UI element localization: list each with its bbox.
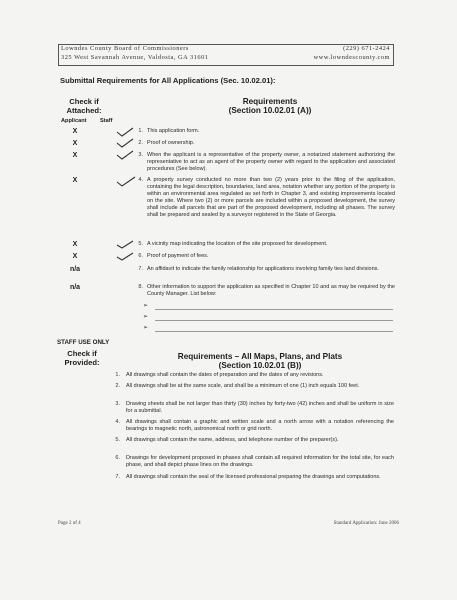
req-a-text-3: When the applicant is a representative of the property owner, a notarized statement authorizing the representative to act as an agent of the property owner with regard to the application and associated procedures (See below). — [147, 152, 395, 172]
footer-page-number: Page 2 of 4 — [58, 521, 81, 526]
req-a-text-4: A property survey conducted no more than two (2) years prior to the filing of the application, containing the legal description, boundaries, land area, notation whether any portion of the property is within an environmental area regulated as set forth in Chapter 3, and existing improvements located on the site. Where two (2) or more parcels are included within a proposed development, the survey shall include all parcels that are part of the proposed development, including all phases. The survey shall be prepared and sealed by a surveyor registered in the State of Georgia. — [147, 177, 395, 218]
applicant-col-label: Applicant — [61, 118, 87, 124]
req-a-num-8: 8. — [138, 284, 143, 290]
req-a-num-1: 1. — [138, 128, 143, 134]
req-a-num-7: 7. — [138, 266, 143, 272]
applicant-mark-5: X — [72, 241, 78, 248]
section-title: Submittal Requirements for All Applications (Sec. 10.02.01): — [60, 76, 276, 85]
req-a-num-2: 2. — [138, 140, 143, 146]
list-bullet-2: ➢ — [143, 314, 149, 320]
staff-use-only-label: STAFF USE ONLY — [57, 339, 110, 346]
req-a-num-5: 5. — [138, 241, 143, 247]
req-b-num-1: 1. — [115, 372, 120, 378]
staff-col-label: Staff — [100, 118, 113, 124]
check-if-attached-header — [58, 97, 110, 115]
applicant-mark-6: X — [72, 253, 78, 260]
req-b-num-5: 5. — [115, 437, 120, 443]
req-a-text-7: An affidavit to indicate the family relationship for applications involving family ties land divisions. — [147, 266, 379, 272]
staff-check-icon-6 — [115, 252, 135, 262]
req-b-num-6: 6. — [115, 455, 120, 461]
check-b-header-line-2: Provided: — [64, 358, 100, 367]
req-b-text-5: All drawings shall contain the name, address, and telephone number of the preparer(s). — [126, 437, 339, 443]
req-a-num-4: 4. — [138, 177, 143, 183]
staff-check-icon-2 — [115, 138, 135, 149]
req-a-text-6: Proof of payment of fees. — [147, 253, 209, 259]
req-a-text-5: A vicinity map indicating the location of the site proposed for development. — [147, 241, 328, 247]
org-phone: (229) 671-2424 — [343, 45, 390, 52]
req-b-num-3: 3. — [115, 401, 120, 407]
org-name: Lowndes County Board of Commissioners — [61, 45, 189, 52]
req-a-text-2: Proof of ownership. — [147, 140, 195, 146]
list-line-2[interactable] — [155, 320, 393, 321]
check-b-header-line-1: Check if — [67, 349, 97, 358]
applicant-mark-4: X — [72, 177, 78, 184]
req-b-text-3: Drawing sheets shall be not larger than thirty (30) inches by forty-two (42) inches and shall be uniform in size for a submittal. — [126, 401, 394, 414]
req-b-text-1: All drawings shall contain the dates of preparation and the dates of any revisions. — [126, 372, 324, 378]
requirements-a-header — [170, 97, 370, 115]
req-a-num-6: 6. — [138, 253, 143, 259]
req-b-num-4: 4. — [115, 419, 120, 425]
req-a-text-8: Other information to support the application as specified in Chapter 10 and as may be required by the County Manager. List below: — [147, 284, 395, 297]
list-bullet-1: ➢ — [143, 303, 149, 309]
list-line-3[interactable] — [155, 331, 393, 332]
check-header-line-2: Attached: — [66, 106, 102, 115]
footer-form-name: Standard Application: June 2006 — [333, 521, 399, 526]
req-b-text-6: Drawings for development proposed in phases shall contain all required information for the total site, for each phase, and shall depict phase lines on the drawings. — [126, 455, 394, 468]
applicant-mark-2: X — [72, 140, 78, 147]
applicant-mark-1: X — [72, 128, 78, 135]
applicant-mark-8: n/a — [69, 284, 81, 291]
applicant-mark-7: n/a — [69, 266, 81, 273]
staff-check-icon-5 — [115, 240, 135, 250]
org-website: www.lowndescounty.com — [313, 54, 390, 61]
req-b-num-2: 2. — [115, 383, 120, 389]
check-header-line-1: Check if — [69, 97, 99, 106]
list-line-1[interactable] — [155, 309, 393, 310]
staff-check-icon-1 — [115, 127, 135, 138]
req-header-line-1: Requirements — [242, 97, 298, 106]
check-if-provided-header — [57, 349, 107, 367]
req-b-text-4: All drawings shall contain a graphic and written scale and a north arrow with a notation referencing the bearings to magnetic north, astronomical north or grid north. — [126, 419, 394, 432]
req-b-header-line-2: (Section 10.02.01 (B)) — [218, 361, 302, 370]
req-header-line-2: (Section 10.02.01 (A)) — [228, 106, 312, 115]
req-a-text-1: This application form. — [147, 128, 200, 134]
requirements-b-header — [140, 352, 380, 370]
org-address: 325 West Savannah Avenue, Valdosta, GA 31601 — [61, 54, 209, 61]
staff-check-icon-3 — [115, 150, 135, 161]
applicant-mark-3: X — [72, 152, 78, 159]
req-b-text-2: All drawings shall be at the same scale, and shall be a minimum of one (1) inch equals 100 feet. — [126, 383, 360, 389]
req-b-num-7: 7. — [115, 474, 120, 480]
req-b-header-line-1: Requirements – All Maps, Plans, and Plats — [177, 352, 343, 361]
req-b-text-7: All drawings shall contain the seal of the licensed professional preparing the drawings and computations. — [126, 474, 381, 480]
req-a-num-3: 3. — [138, 152, 143, 158]
list-bullet-3: ➢ — [143, 325, 149, 331]
letterhead-box — [58, 44, 394, 66]
